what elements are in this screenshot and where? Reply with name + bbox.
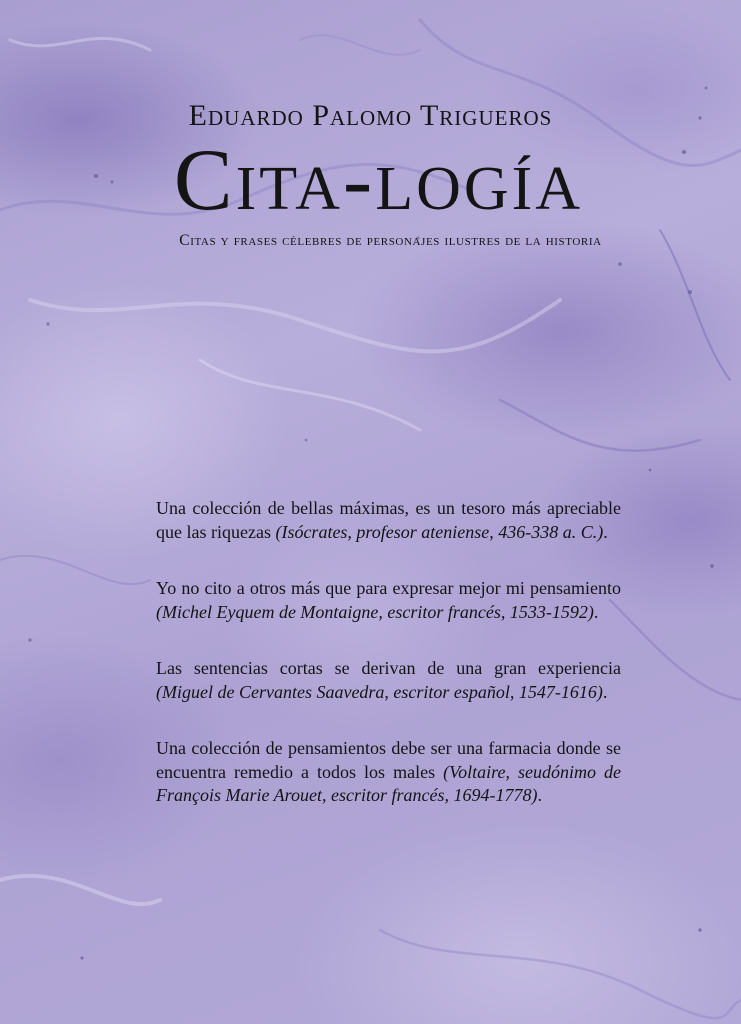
quote-source: (Isócrates, profesor ateniense, 436-338 a. C.) (275, 521, 604, 542)
quote-source: (Voltaire, seudónimo de François Marie Arouet, escritor francés, 1694-1778) (156, 761, 621, 805)
quotes-section (156, 497, 621, 841)
quote-text: Las sentencias cortas se derivan de una gran experiencia (156, 658, 621, 678)
quote-end: . (593, 601, 599, 622)
quote-source: (Miguel de Cervantes Saavedra, escritor español, 1547-1616) (156, 681, 603, 702)
quote-source: (Michel Eyquem de Montaigne, escritor francés, 1533-1592) (156, 601, 594, 622)
book-title: Cita-logía (173, 132, 584, 229)
quote-3 (156, 657, 621, 704)
book-subtitle: Citas y frases célebres de personajes ilustres de la historia (179, 232, 602, 249)
quote-end: . (537, 785, 542, 805)
quote-4 (156, 737, 621, 808)
author-name: Eduardo Palomo Trigueros (188, 99, 553, 132)
quote-text: Una colección de pensamientos debe ser una farmacia donde se encuentra remedio a todos los males (156, 738, 621, 782)
quote-end: . (603, 521, 608, 542)
quote-end: . (602, 681, 608, 702)
quote-1 (156, 497, 621, 544)
quote-2 (156, 577, 621, 624)
quote-text: Yo no cito a otros más que para expresar mejor mi pensamiento (156, 578, 621, 598)
quote-text: Una colección de bellas máximas, es un tesoro más apreciable que las riquezas (156, 498, 621, 542)
